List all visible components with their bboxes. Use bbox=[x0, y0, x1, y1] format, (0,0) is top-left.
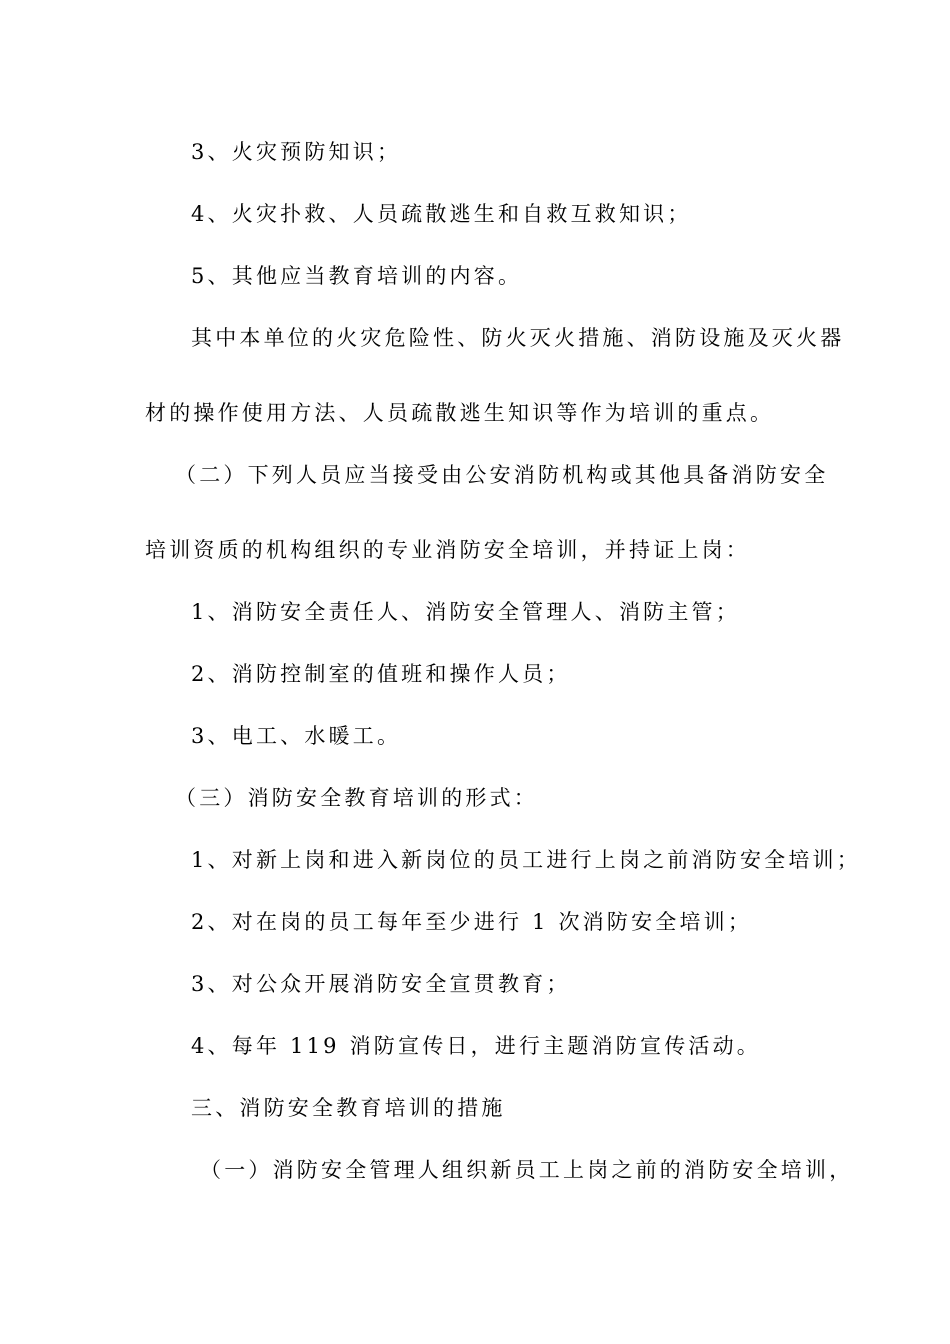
measures-item-one: （一）消防安全管理人组织新员工上岗之前的消防安全培训， bbox=[200, 1158, 854, 1182]
paragraph-key-points-line1: 其中本单位的火灾危险性、防火灭火措施、消防设施及灭火器 bbox=[191, 326, 845, 350]
list-item-responsible-persons: 1、消防安全责任人、消防安全管理人、消防主管； bbox=[191, 600, 740, 624]
list-item-firefighting-evacuation: 4、火灾扑救、人员疏散逃生和自救互救知识； bbox=[191, 202, 692, 226]
section-two-heading-line1: （二）下列人员应当接受由公安消防机构或其他具备消防安全 bbox=[175, 463, 829, 487]
section-three-heading: （三）消防安全教育培训的形式： bbox=[175, 786, 538, 810]
section-two-heading-line2: 培训资质的机构组织的专业消防安全培训，并持证上岗： bbox=[145, 538, 750, 562]
paragraph-key-points-line2: 材的操作使用方法、人员疏散逃生知识等作为培训的重点。 bbox=[145, 401, 775, 425]
list-item-fire-day-activity: 4、每年 119 消防宣传日，进行主题消防宣传活动。 bbox=[191, 1034, 761, 1058]
list-item-fire-prevention: 3、火灾预防知识； bbox=[191, 140, 402, 164]
list-item-annual-training: 2、对在岗的员工每年至少进行 1 次消防安全培训； bbox=[191, 910, 753, 934]
list-item-electricians: 3、电工、水暖工。 bbox=[191, 724, 402, 748]
chapter-three-heading: 三、消防安全教育培训的措施 bbox=[191, 1096, 506, 1120]
list-item-control-room-staff: 2、消防控制室的值班和操作人员； bbox=[191, 662, 571, 686]
list-item-new-staff-training: 1、对新上岗和进入新岗位的员工进行上岗之前消防安全培训； bbox=[191, 848, 861, 872]
list-item-public-education: 3、对公众开展消防安全宣贯教育； bbox=[191, 972, 571, 996]
list-item-other-content: 5、其他应当教育培训的内容。 bbox=[191, 264, 523, 288]
